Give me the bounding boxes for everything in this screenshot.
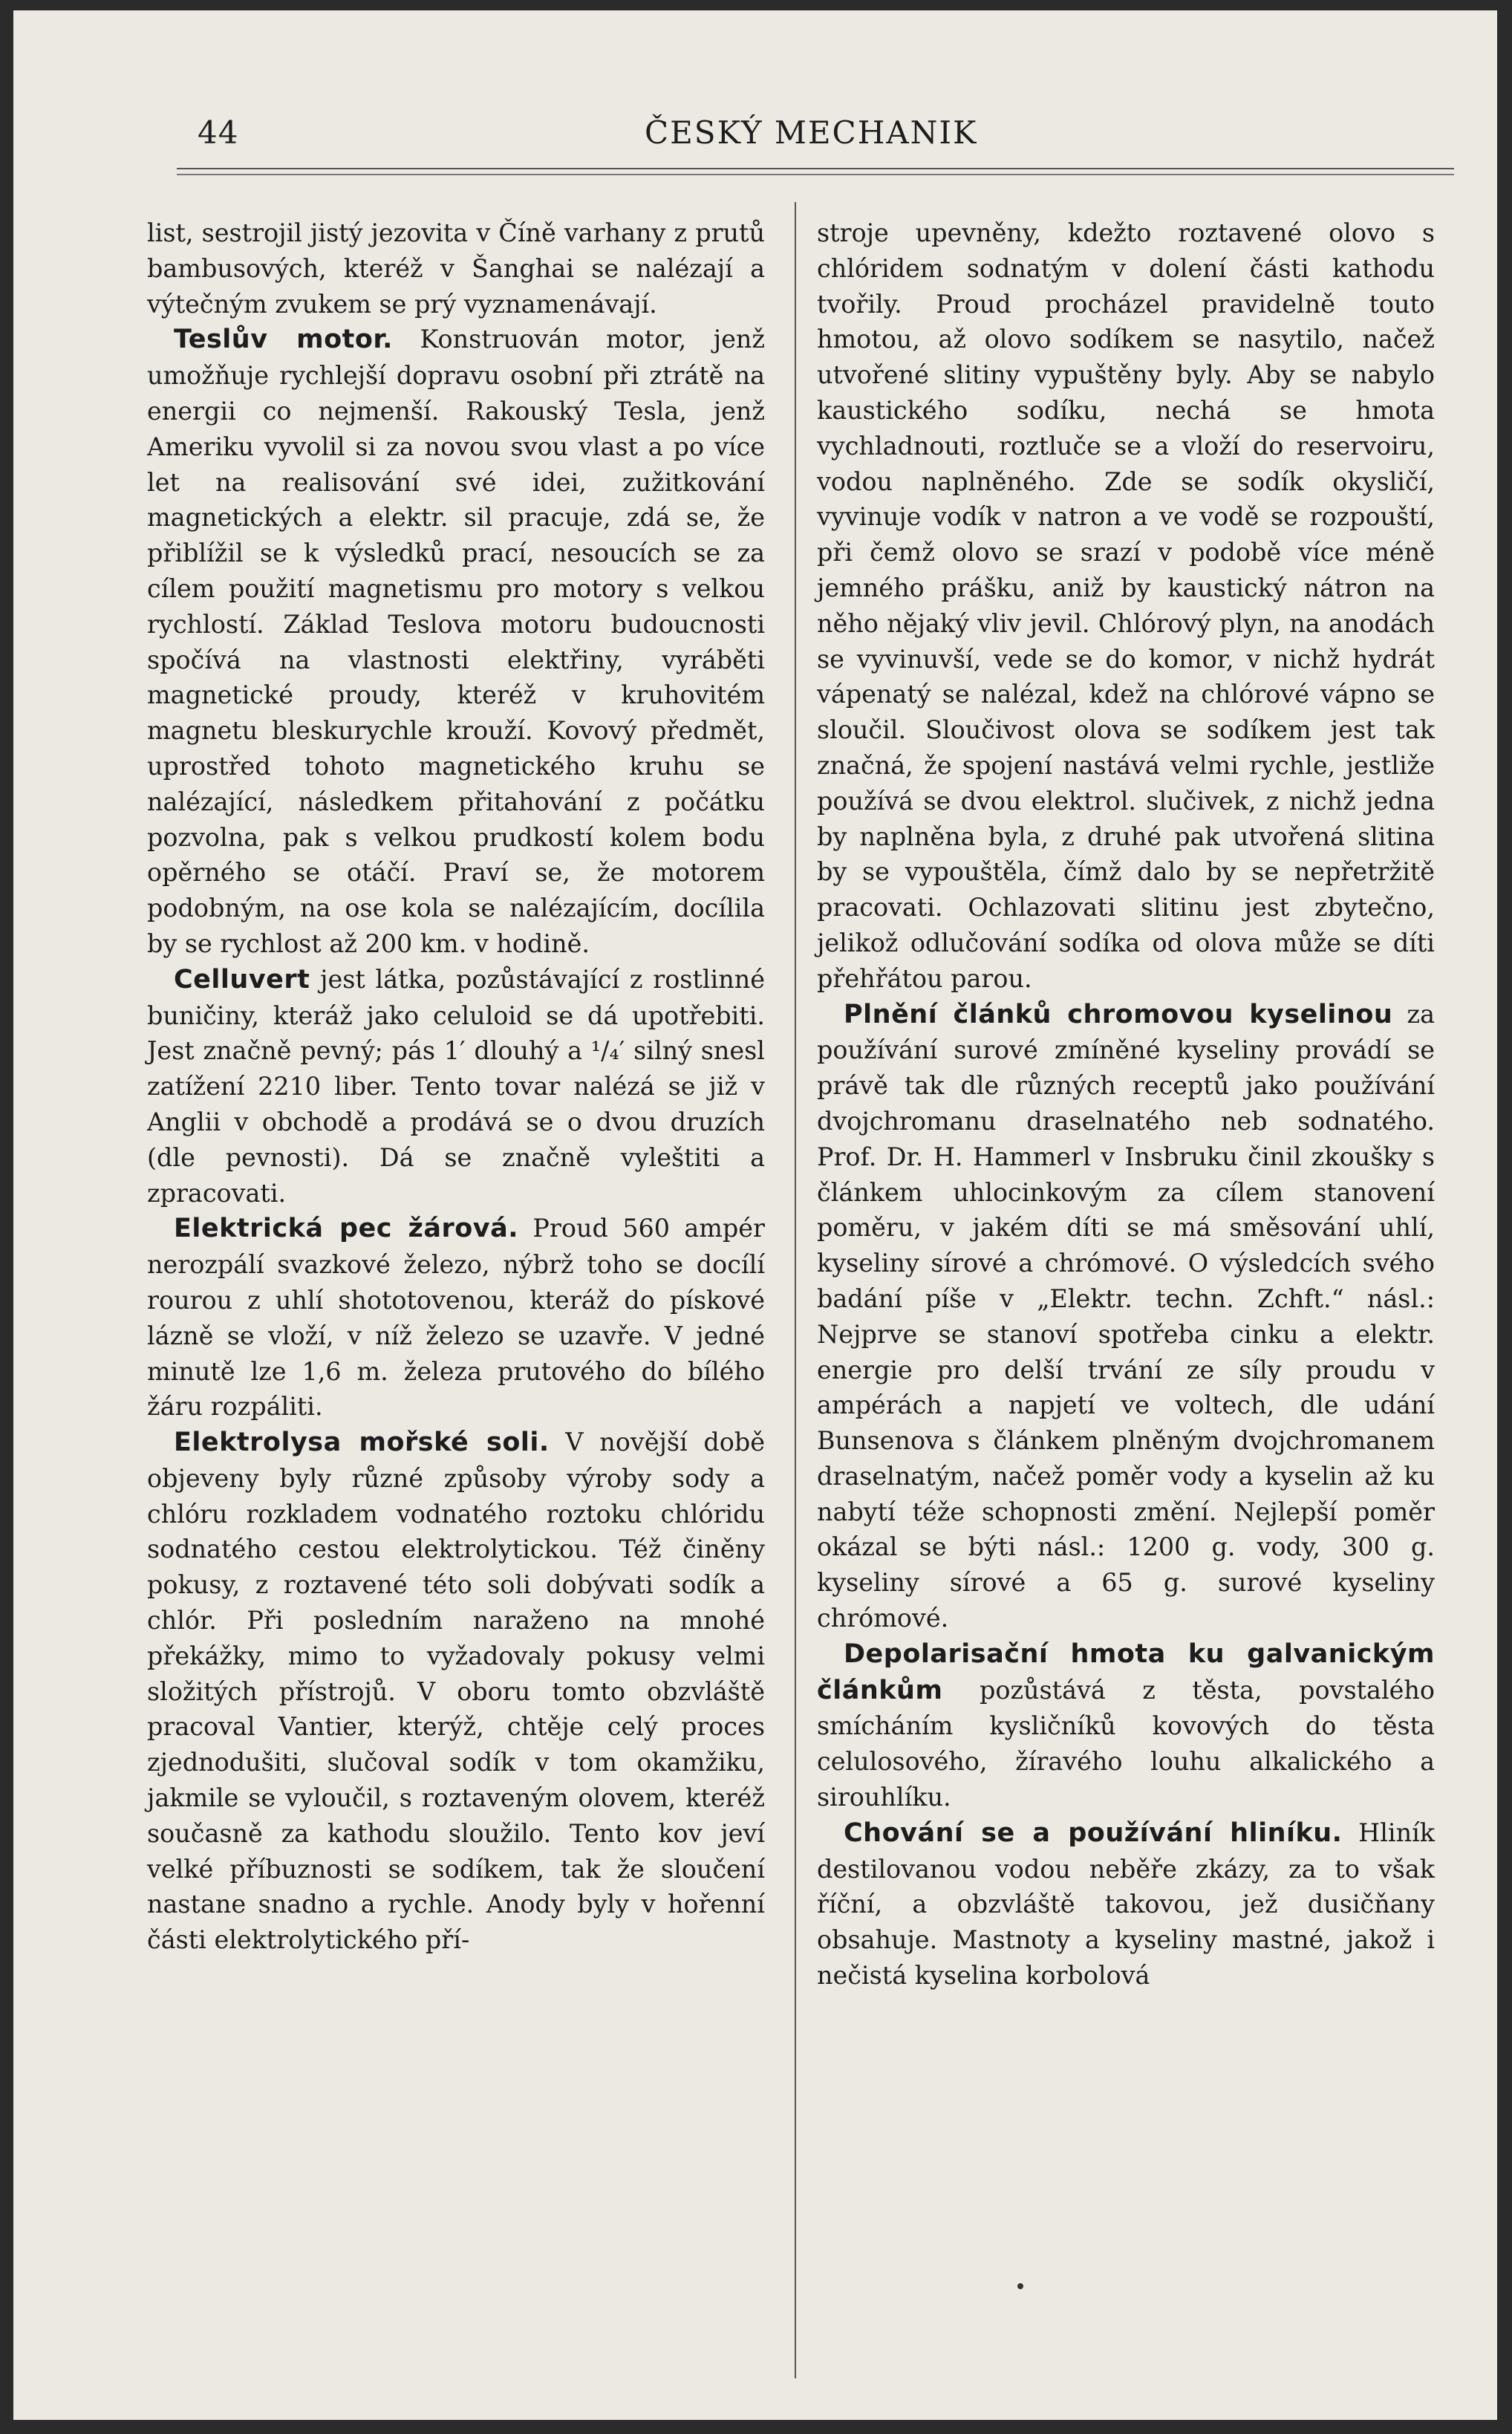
page bbox=[13, 10, 1497, 2420]
heading-elektrolysa: Elektrolysa mořské soli. bbox=[174, 1428, 550, 1458]
heading-hlinik: Chování se a používání hliníku. bbox=[844, 1818, 1343, 1848]
continued-paragraph-right: stroje upevněny, kdežto roztavené olovo s chlóridem sodnatým v dolení části kathodu tvořily. Proud procházel pravidelně touto hmotou, až olovo sodíkem se nasytilo, načež utvořené slitiny vypuštěny byly. Aby se nabylo kaustického sodíku, nechá se hmota vychladnouti, roztluče se a vloží do reservoiru, vodou naplněného. Zde se sodík okysličí, vyvinuje vodík v natron a ve vodě se rozpouští, při čemž olovo se srazí v podobě více méně jemného prášku, aniž by kaustický nátron na něho nějaký vliv jevil. Chlórový plyn, na anodách se vyvinuvší, vede se do komor, v nichž hydrát vápenatý se nalézal, kdež na chlórové vápno se sloučil. Sloučivost olova se sodíkem jest tak značná, že spojení nastává velmi rychle, jestliže používá se dvou elektrol. slučivek, z nichž jedna by naplněna byla, z druhé pak utvořená slitina by se vypouštěla, čímž dalo by se nepřetržitě pracovati. Ochlazovati slitinu jest zbytečno, jelikož odlučování sodíka od olova může se díti přehřátou parou. bbox=[817, 218, 1435, 993]
page-number: 44 bbox=[198, 114, 239, 151]
article-celluvert: Celluvert jest látka, pozůstávající z rostlinné buničiny, kteráž jako celuloid se dá upotřebiti. Jest značně pevný; pás 1′ dlouhý a ¹/₄′ silný snesl zatížení 2210 liber. Tento tovar nalézá se již v Anglii v obchodě a prodává se o dvou druzích (dle pevnosti). Dá se značně vyleštiti a zpracovati. bbox=[147, 964, 765, 1208]
heading-plneni: Plnění článků chromovou kyselinou bbox=[844, 999, 1393, 1029]
heading-celluvert: Celluvert bbox=[174, 964, 310, 995]
header-rule bbox=[177, 168, 1454, 175]
article-hlinik: Chování se a používání hliníku. Hliník destilovanou vodou neběře zkázy, za to však říční, a obzvláště takovou, jež dusičňany obsahuje. Mastnoty a kyseliny mastné, jakož i nečistá kyselina korbolová bbox=[817, 1818, 1435, 1991]
heading-tesla: Teslův motor. bbox=[174, 325, 393, 355]
heading-pec: Elektrická pec žárová. bbox=[174, 1214, 519, 1244]
print-speck bbox=[1017, 2283, 1023, 2289]
article-plneni: Plnění článků chromovou kyselinou za používání surové zmíněné kyseliny provádí se právě tak dle různých receptů jako používání dvojchromanu draselnatého neb sodnatého. Prof. Dr. H. Hammerl v Insbruku činil zkoušky s článkem uhlocinkovým za cílem stanovení poměru, v jakém díti se má směsování uhlí, kyseliny sírové a chrómové. O výsledcích svého badání píše v „Elektr. techn. Zchft.“ násl.: Nejprve se stanoví spotřeba cinku a elektr. energie pro delší trvání ze síly proudu v ampérách a napjetí ve voltech, dle udání Bunsenova s článkem plněným dvojchromanem draselnatým, načež poměr vody a kyselin až ku nabytí téže schopnosti změní. Nejlepší poměr okázal se býti násl.: 1200 g. vody, 300 g. kyseliny sírové a 65 g. surové kyseliny chrómové. bbox=[817, 999, 1435, 1633]
article-depol: Depolarisační hmota ku galvanickým článkům pozůstává z těsta, povstalého smícháním kysličníků kovových do těsta celulosového, žíravého louhu alkalického a sirouhlíku. bbox=[817, 1639, 1435, 1812]
article-tesla: Teslův motor. Konstruován motor, jenž umožňuje rychlejší dopravu osobní při ztrátě na energii co nejmenší. Rakouský Tesla, jenž Ameriku vyvolil si za novou svou vlast a po více let na realisování své idei, zužitkování magnetických a elektr. sil pracuje, zdá se, že přiblížil se k výsledků prací, nesoucích se za cílem použití magnetismu pro motory s velkou rychlostí. Základ Teslova motoru budoucnosti spočívá na vlastnosti elektřiny, vyráběti magnetické proudy, kteréž v kruhovitém magnetu bleskurychle krouží. Kovový předmět, uprostřed tohoto magnetického kruhu se nalézající, následkem přitahování z počátku pozvolna, pak s velkou prudkostí kolem bodu opěrného se otáčí. Praví se, že motorem podobným, na ose kola se nalézajícím, docílila by se rychlost až 200 km. v hodině. bbox=[147, 325, 765, 958]
article-elektrolysa: Elektrolysa mořské soli. V novější době objeveny byly různé způsoby výroby sody a chlóru rozkladem vodnatého roztoku chlóridu sodnatého cestou elektrolytickou. Též činěny pokusy, z roztavené této soli dobývati sodík a chlór. Při posledním naraženo na mnohé překážky, mimo to vyžadovaly pokusy velmi složitých přístrojů. V oboru tomto obzvláště pracoval Vantier, kterýž, chtěje celý proces zjednodušiti, slučoval sodík v tom okamžiku, jakmile se vyloučil, s roztaveným olovem, kteréž současně za kathodu sloužilo. Tento kov jeví velké příbuznosti se sodíkem, tak že sloučení nastane snadno a rychle. Anody byly v hořenní části elektrolytického pří- bbox=[147, 1428, 765, 1955]
continued-paragraph: list, sestrojil jistý jezovita v Číně varhany z prutů bambusových, kteréž v Šanghai se nalézají a výtečným zvukem se prý vyznamenávají. bbox=[147, 218, 765, 319]
page-header bbox=[177, 114, 1454, 159]
right-column bbox=[817, 215, 1435, 1994]
article-pec: Elektrická pec žárová. Proud 560 ampér nerozpálí svazkové železo, nýbrž toho se docílí rourou z uhlí shototovenou, kteráž do pískové lázně se vloží, v níž železo se uzavře. V jedné minutě lze 1,6 m. železa prutového do bílého žáru rozpáliti. bbox=[147, 1214, 765, 1422]
heading-depol: Depolarisační hmota ku galvanickým článkům bbox=[817, 1639, 1435, 1705]
journal-title: ČESKÝ MECHANIK bbox=[645, 114, 978, 151]
column-divider bbox=[795, 202, 796, 2378]
left-column bbox=[147, 215, 765, 1958]
